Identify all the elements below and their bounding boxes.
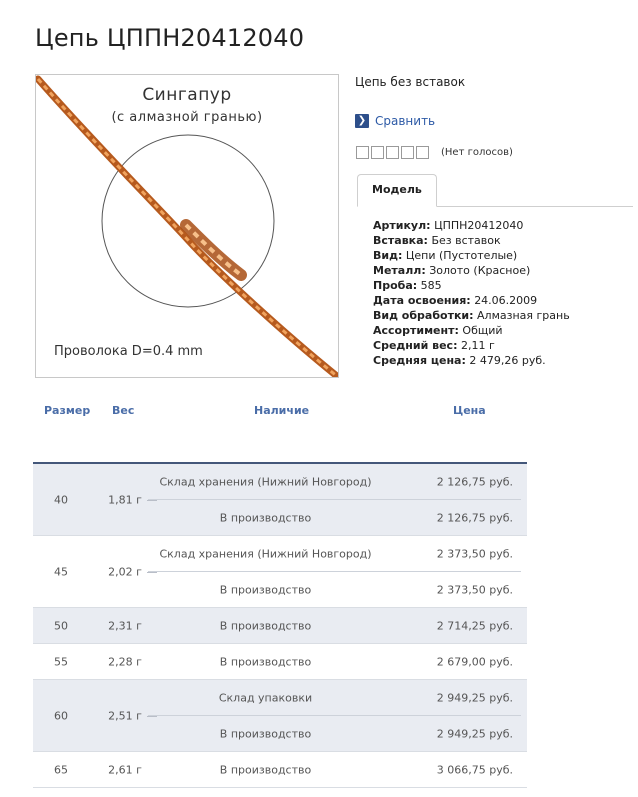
votes-count: (Нет голосов) [441,147,513,158]
stock-line [148,536,521,571]
spec-key: Вид обработки: [373,309,474,322]
row-size: 55 [54,655,68,668]
table-row [33,644,527,680]
stock-location: В производство [219,619,312,632]
stock-price: 2 373,50 руб. [436,547,513,560]
spec-row [373,218,570,233]
row-weight: 1,81 г [108,493,142,506]
stock-line [148,715,521,751]
row-size: 40 [54,493,68,506]
stock-location: В производство [219,655,312,668]
spec-key: Средняя цена: [373,354,466,367]
header-weight: Вес [112,404,135,417]
spec-row [373,233,570,248]
spec-row [373,308,570,323]
spec-key: Вставка: [373,234,428,247]
table-row [33,680,527,752]
tab-model[interactable]: Модель [357,174,437,207]
row-weight: 2,31 г [108,619,142,632]
spec-row [373,323,570,338]
spec-key: Ассортимент: [373,324,459,337]
spec-value: Без вставок [431,234,501,247]
star-rating-box[interactable] [401,146,414,159]
chevron-right-icon: ❯ [355,114,369,128]
spec-value: Золото (Красное) [429,264,531,277]
stock-price: 2 679,00 руб. [436,655,513,668]
stock-line [148,608,521,643]
row-weight: 2,51 г [108,709,142,722]
spec-key: Вид: [373,249,403,262]
stock-price: 2 949,25 руб. [436,727,513,740]
table-row [33,536,527,608]
stock-location: Склад хранения (Нижний Новгород) [159,475,372,488]
stock-price: 2 373,50 руб. [436,583,513,596]
stock-price: 2 126,75 руб. [436,511,513,524]
header-size: Размер [44,404,91,417]
compare-link[interactable] [355,114,435,128]
star-rating-box[interactable] [356,146,369,159]
spec-key: Артикул: [373,219,431,232]
spec-value: Общий [462,324,503,337]
header-price: Цена [453,404,486,417]
row-size: 60 [54,709,68,722]
stock-location: Склад упаковки [218,691,313,704]
image-subtitle: (с алмазной гранью) [111,110,263,125]
product-image[interactable] [35,74,339,378]
specs-list [373,218,570,368]
spec-row [373,263,570,278]
row-weight: 2,28 г [108,655,142,668]
row-size: 45 [54,565,68,578]
stock-location: В производство [219,727,312,740]
stock-line [148,752,521,787]
stock-line [148,571,521,607]
stock-price: 2 714,25 руб. [436,619,513,632]
row-size: 50 [54,619,68,632]
row-weight: 2,61 г [108,763,142,776]
table-body [33,464,527,788]
stock-price: 2 949,25 руб. [436,691,513,704]
page-title: Цепь ЦППН20412040 [35,24,305,52]
stock-price: 3 066,75 руб. [436,763,513,776]
table-row [33,464,527,536]
image-caption: Проволока D=0.4 mm [54,344,203,359]
stock-line [148,499,521,535]
spec-row [373,353,570,368]
image-title: Сингапур [142,85,232,105]
stock-location: В производство [219,763,312,776]
rating [356,146,513,159]
spec-key: Металл: [373,264,426,277]
spec-row [373,248,570,263]
stock-price: 2 126,75 руб. [436,475,513,488]
stock-location: Склад хранения (Нижний Новгород) [159,547,372,560]
spec-value: Алмазная грань [477,309,570,322]
spec-key: Средний вес: [373,339,458,352]
stock-line [148,464,521,499]
table-row [33,608,527,644]
table-row [33,752,527,788]
spec-value: Цепи (Пустотелые) [405,249,518,262]
stock-location: В производство [219,511,312,524]
spec-value: 2 479,26 руб. [469,354,546,367]
product-subtitle: Цепь без вставок [355,75,466,89]
tab-bar [357,174,633,207]
spec-row [373,293,570,308]
stock-line [148,680,521,715]
spec-key: Дата освоения: [373,294,471,307]
star-rating-box[interactable] [371,146,384,159]
stock-table [33,462,527,788]
spec-value: 585 [420,279,442,292]
spec-row [373,338,570,353]
compare-label: Сравнить [375,114,436,128]
star-rating-box[interactable] [386,146,399,159]
star-rating-box[interactable] [416,146,429,159]
table-header [0,404,638,424]
row-weight: 2,02 г [108,565,142,578]
stock-line [148,644,521,679]
spec-row [373,278,570,293]
header-availability: Наличие [254,404,310,417]
row-size: 65 [54,763,68,776]
spec-value: 2,11 г [460,339,495,352]
spec-value: ЦППН20412040 [434,219,524,232]
stock-location: В производство [219,583,312,596]
spec-value: 24.06.2009 [474,294,538,307]
spec-key: Проба: [373,279,418,292]
